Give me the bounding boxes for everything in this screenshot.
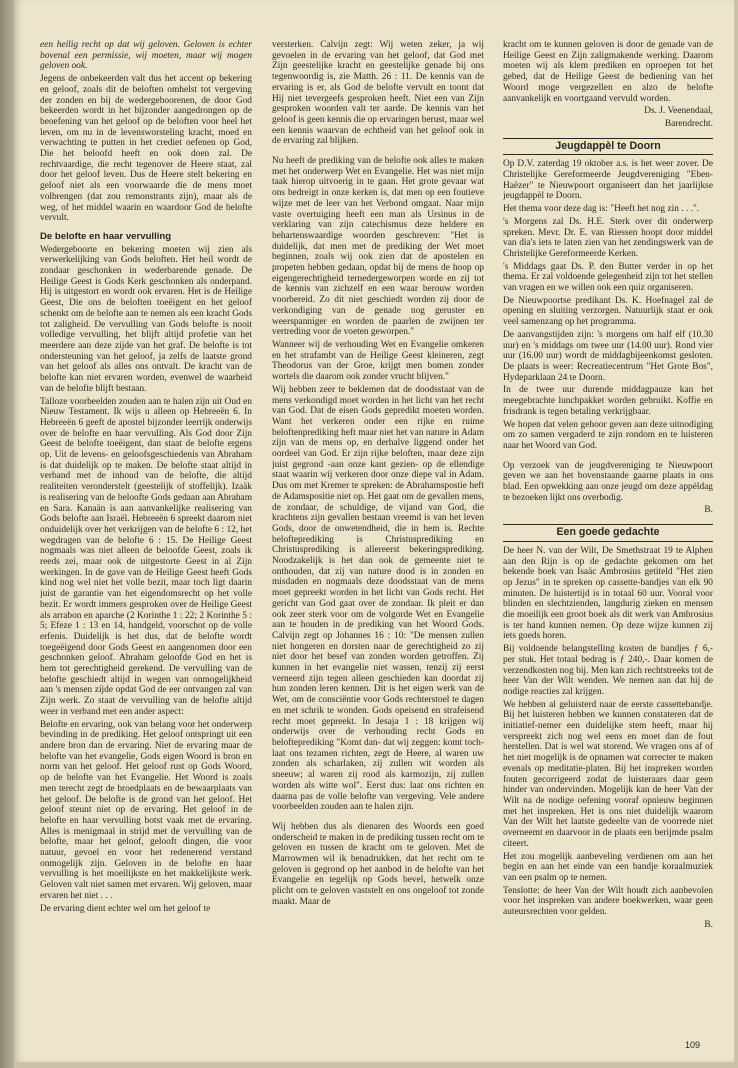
paragraph: Het thema voor deze dag is: "Heeft het nog zin . . .". bbox=[503, 204, 700, 215]
section-heading: De belofte en haar vervulling bbox=[40, 230, 172, 242]
paragraph: In de twee uur durende middagpauze kan het meegebrachte lunchpakket worden gebruikt. Koffie en frisdrank is tegen betaling verkrijgbaar. bbox=[503, 385, 713, 417]
paragraph: Belofte en ervaring, ook van belang voor het onderwerp bevinding in de prediking. Het geloof ontspringt uit een andere bron dan de ervaring. Niet de ervaring maar de belofte van het evangelie, Gods eigen Woord is bron en norm van het geloof. Het geloof rust op Gods Woord, op de belofte van het Evangelie. Het Woord is zoals men terecht zegt de broedplaats en de bewaarplaats van het geloof. De belofte is de grond van het geloof. Het geloof steunt niet op de ervaring. Het geloof in de belofte en haar vervulling botst vaak met de ervaring. Alles is menigmaal in strijd met de vervulling van de belofte, maar het geloof, gelooft dingen, die voor natuur, gevoel en voor het redenerend verstand onmogelijk zijn. Geloven in de belofte en haar vervulling is het moeilijkste en het makkelijkste werk. Geloven valt niet samen met ervaren. Wij geloven, maar ervaren het niet . . . bbox=[40, 719, 252, 901]
column-middle bbox=[272, 40, 484, 1040]
column-right bbox=[503, 40, 713, 1040]
magazine-page bbox=[14, 0, 734, 1062]
paragraph: Wij hebben dus als dienaren des Woords een goed onderscheid te maken in de prediking tussen recht om te geloven en tussen de kracht om te geloven. Met de Marrowmen wil ik benadrukken, dat het recht om te geloven is gegrond op het aanbod in de belofte van het Evangelie en tegelijk op Gods bevel, hetwelk onze plicht om te geloven vaststelt en ons ongeloof tot zonde maakt. Maar de bbox=[272, 821, 484, 907]
paragraph: Wij hebben zeer te beklemen dat de doodsstaat van de mens verkondigd moet worden in het licht van het recht van God. Dat de eisen Gods gepredikt moeten worden. Want het verkeren onder een rijke en ruime beloftenprediking heft maar niet het van nature in Adam zijn van de mens op, en derhalve liggend onder het oordeel van God. Er zijn rijke beloften, maar deze zijn juist gegrond -aan onze kant gezien- op de ellendige staat waarin wij verkeren door onze diepe val in Adam. Dus om met Kremer te spreken: de Abrahamspostie heft de Adamspositie niet op. Het gaat om de gevallen mens, de zondaar, de schuldige, de vijand van God, die krachtens zijn gevallen bestaan vreemd is van het leven Gods, door de onwetendheid, die in hem is. Rechte belofteprediking is Christusprediking en Christusprediking is allereerst bekeringsprediking. Noodzakelijk is het dan ook de gemeente niet te onthouden, dat zij van nature dood is in zonden en misdaden en nogmaals deze doodsstaat van de mens moet gepreekt worden in het licht van Gods recht. Het gericht van God gaat over de zondaar. Ik pleit er dan ook zeer sterk voor om de volgorde Wet en Evangelie aan te houden in de prediking van het Woord Gods. Calvijn zegt op Johannes 16 : 10: "De mensen zullen niet hongeren en dorsten naar de gerechtigheid zo zij niet door het besef van zonden worden getroffen. Zij kunnen in het evangelie niet wassen, tenzij zij eerst verneerd zijn tegen alleen geschieden kan doordat zij hun zonden leren kennen. Dit is het eigen werk van de Wet, om de consciëntie voor Gods rechterstoel te dagen en met schrik te wonden. Gods opeisend en strafeisend recht moet gepreekt. In Jesaja 1 : 18 krijgen wij onderwijs over de verhouding recht Gods en belofteprediking "Komt dan- dat wij zeggen: komt toch- laat ons tezamen richten, zegt de Heere, al waren uw zonden als scharlaken, zij zullen wit worden als sneeuw; al waren zij rood als karmozijn, zij zullen worden als witte wol". Eerst dus: laat ons richten en daarna pas de volle belofte van vergeving. Vele andere voorbeelden zouden aan te halen zijn. bbox=[272, 384, 484, 813]
paragraph: kracht om te kunnen geloven is door de genade van de Heilige Geest en Zijn zaligmakende werking. Daarom moeten wij als klem prediken en oproepen tot het gebed, dat de Heilige Geest de bediening van het Woord moge vergezellen en alzo de belofte aanvankelijk en voortgaand vervuld worden. bbox=[503, 40, 713, 104]
author-signature: Ds. J. Veenendaal, bbox=[644, 106, 713, 117]
paragraph: De aanvangstijden zijn: 's morgens om half elf (10.30 uur) en 's middags om twee uur (14.00 uur). Rond vier uur (16.00 uur) wordt de middagbijeenkomst gesloten. De plaats is weer: Recreatiecentrum "Het Grote Bos", Hydeparklaan 24 te Doorn. bbox=[503, 329, 713, 383]
paragraph: een heilig recht op dat wij geloven. Geloven is echter bovenal een permissie, wij moeten, maar wij mogen geloven ook. bbox=[40, 40, 252, 72]
paragraph: Op D.V. zaterdag 19 oktober a.s. is het weer zover. De Christelijke Gereformeerde Jeugdvereniging "Eben-Haëzer" te Nieuwpoort organiseert dan het jaarlijkse jeugdappèl te Doorn. bbox=[503, 159, 713, 202]
author-place: Barendrecht. bbox=[664, 118, 713, 129]
paragraph: Nu heeft de prediking van de belofte ook alles te maken met het onderwerp Wet en Evangelie. Het was niet mijn taak hierop uitvoerig in te gaan. Het grote gevaar wat ons bedreigt in onze kerken is, dat men op een foutieve wijze met de leer van het Verbond omgaat. Naar mijn vaste overtuiging heeft een man als Ursinus in de verklaring van zijn catechismus deze heldere en behartenswaardige woorden geschreven: "Het is duidelijk, dat men met de prediking der Wet moet beginnen, zoals wij ook zien dat de apostelen en propeten hebben gedaan, opdat bij de mens de hoop op eigengerechtigheid ternedergeworpen worde en zij tot de kennis van zichzelf en een waar berouw worden voorbereid. Zo dit niet geschiedt worden zij door de verkondiging van de genade nog geruster en weerspanniger en worden de paarlen de zwijnen ter vertreding voor de voeten geworpen." bbox=[272, 156, 484, 338]
book-binding bbox=[0, 0, 14, 1068]
paragraph: 's Morgens zal Ds. H.E. Sterk over dit onderwerp spreken. Mevr. Dr. E. van Riessen hoopt door middel van dia's iets te laten zien van het zendingswerk van de Christelijke Gereformeerde Kerken. bbox=[503, 216, 713, 259]
author-initial: B. bbox=[704, 505, 713, 516]
paragraph: Bij voldoende belangstelling kosten de bandjes ƒ 6,- per stuk. Het totaal bedrag is ƒ 240,-. Daar komen de verzendkosten nog bij. Men kan zich rechtstreeks tot de heer Van der Wilt wenden. We nemen aan dat hij de nodige reacties zal krijgen. bbox=[503, 644, 713, 697]
article-heading-goede-gedachte: Een goede gedachte bbox=[503, 524, 713, 542]
paragraph: Jegens de onbekeerden valt dus het accent op bekering en geloof, zoals dit de beloften omhelst tot vergeving der zonden en bij de wedergeboorenen, de door God bekeerden wordt in het bijzonder aangedrongen op de beoefening van het geloof op de beloften voor heel het leven, om nu in de levensworsteling kracht, moed en verwachting te putten in het crediet oefenen op God, Die het beloofd heeft en ook doen zal. De rechtvaardige, die recht tegenover de Heere staat, zal door het geloof leven. Dus de Heere stelt bekering en geloof niet als een voorwaarde die de mens moet volbrengen (dat zou remonstrants zijn), maar als de weg, of het middel waarin en waardoor God de belofte vervult. bbox=[40, 74, 252, 224]
paragraph: We hebben al geluisterd naar de eerste cassettebandje. Bij het luisteren hebben we kunnen constateren dat de initiatief-nemer een duidelijke stem heeft, maar hij verspreekt zich nog wel eens en moet dan de fout herstellen. Dat is wel wat storend. We vragen ons af of het niet mogelijk is de opnamen wat correcter te maken evenals op meditatie-platen. Bij het inspreken worden fouten gecorrigeerd zodat de luisteraars daar geen hinder van ondervinden. Mogelijk kan de heer Van der Wilt na de nodige oefening vooraf opnieuw beginnen met het inspreken. Het is ons niet duidelijk waarom Van der Wilt het laatste gedeelte van de voorrede niet overneemt en daarvoor in de plaats een berijmde psalm citeert. bbox=[503, 699, 713, 849]
paragraph: Talloze voorbeelden zouden aan te halen zijn uit Oud en Nieuw Testament. Ik wijs u alleen op Hebreeën 6. In Hebreeën 6 geeft de apostel bijzonder leerrijk onderwijs over de belofte en haar vervulling. Als God door Zijn Geest de belofte toeëigent, dan staat de belofte ergens op. Uit de levens- en geloofsgeschiedenis van Abraham is dat duidelijk op te maken. De belofte staat altijd in verband met de inhoud van de belofte, die altijd realiteiten veronderstelt (geestelijk of stoffelijk). Izaäk is realisering van de beloofte Gods gedaan aan Abraham en Sara. Kanaän is aan aanvankelijke realisering van Gods belofte aan Israël. Hebreeën 6 spreekt daarom niet onduidelijk over het verkrijgen van de belofte 6 : 12, het wegdragen van de belofte 6 : 15. De Heilige Geest nogmaals was niet alleen de beloofde Geest, zoals ik reeds zei, maar ook de uitgestorte Geest in al Zijn werkingen. In de gave van de Heilige Geest heeft Gods kind nog wel niet het volle bezit, maar toch ligt daarin juist de garantie van het eigendomsrecht op het volle bezit. Er wordt immers gesproken over de Heilige Geest als arrabon en aparche (2 Korinthe 1 : 22; 2 Korinthe 5 : 5; Efeze 1 : 13 en 14, handgeld, voorschot op de volle erfenis. Duidelijk is het dus, dat de belofte wordt toegeëigend door Gods Geest en aangenomen door een geschonken geloof. Abraham geloofde God en het is hem tot gerechtigheid gerekend. De vervulling van de belofte geschiedt altijd in wegen van onmogelijkheid aan 's mensen zijde opdat God de eer ontvangen zal van Zijn werk. Zo staat de vervulling van de belofte altijd weer in verband met een ander aspect: bbox=[40, 396, 252, 717]
article-heading-jeugdappel: Jeugdappèl te Doorn bbox=[503, 138, 713, 156]
paragraph: Wedergeboorte en bekering moeten wij zien als verwerkelijking van Gods beloften. Het heil wordt de zondaar geschonken in wederbarende genade. De Heilige Geest is Gods Kerk geschonken als onderpand. Hij is uitgestort en wordt ook ervaren. Het is de Heilige Geest, Die ons de beloften toeëigent en het geloof schenkt om de belofte aan te nemen als een kracht Gods tot zaligheid. De vervulling van Gods belofte is nooit volledige vervulling, het blijft altijd profetie van het meerdere aan deze zijde van het graf. De belofte is tot ondersteuning van het geloof, ja zelfs de laatste grond van het geloof als alles ons ontvalt. De kracht van de belofte kan niet ervaren worden, evenwel de waarheid van de belofte blijft bestaan. bbox=[40, 244, 252, 394]
paragraph: De ervaring dient echter wel om het geloof te bbox=[40, 903, 211, 914]
paragraph: Tenslotte: de heer Van der Wilt houdt zich aanbevolen voor het inspreken van andere boekwerken, waar geen auteursrechten voor gelden. bbox=[503, 885, 713, 918]
paragraph: Wanneer wij de verhouding Wet en Evangelie omkeren en het strafambt van de Heilige Geest kleineren, zegt Theodorus van der Groe, krijgt men bomen zonder wortels die daarom ook zonder vrucht blijven." bbox=[272, 339, 484, 383]
page-number: 109 bbox=[684, 1040, 700, 1050]
paragraph: 's Middags gaat Ds. P. den Butter verder in op het thema. Er zal voldoende gelegenheid zijn tot het stellen van vragen en we willen ook een quiz organiseren. bbox=[503, 261, 713, 294]
paragraph: Op verzoek van de jeugdvereniging te Nieuwpoort geven we aan het bovenstaande gaarne plaats in ons blad. Een opwekking aan onze jeugd om deze appèldag te bezoeken lijkt ons overbodig. bbox=[503, 460, 713, 503]
author-initial: B. bbox=[704, 919, 713, 930]
paragraph: We hopen dat velen gehoor geven aan deze uitnodiging om zo samen vergaderd te zijn rondom en te luisteren naar het Woord van God. bbox=[503, 419, 713, 451]
paragraph: De Nieuwpoortse predikant Ds. K. Hoefnagel zal de opening en sluiting verzorgen. Natuurlijk staat er ook veel samenzang op het programma. bbox=[503, 295, 713, 328]
column-left bbox=[40, 40, 252, 1040]
paragraph: De heer N. van der Wilt, De Smethstraat 19 te Alphen aan den Rijn is op de gedachte gekomen om het bekende boek van Isaäc Ambrosius getiteld "Het zien op Jezus" in te spreken op cassette-bandjes van elk 90 minuten. De luistertijd is in totaal 60 uur. Vooral voor blinden en slechtzienden, langdurig zieken en mensen die moeilijk een groot boek als dit werk van Ambrosius is ter hand kunnen nemen. Op deze wijze kunnen zij iets goeds horen. bbox=[503, 545, 713, 642]
paragraph: Het zou mogelijk aanbeveling verdienen om aan het begin en aan het einde van een bandje koraalmuziek van een psalm op te nemen. bbox=[503, 851, 713, 883]
paragraph: versterken. Calvijn zegt: Wij weten zeker, ja wij gevoelen in de ervaring van het geloof, dat God met Zijn geestelijke kracht en geestelijke genade bij ons tegenwoordig is, zie Matth. 26 : 11. De kennis van de ervaring is er, als God de belofte vervult en toont dat Hij niet tevergeefs gesproken heeft. Niet een van Zijn gesproken woorden valt ter aarde. De kennis van het geloof is geen kennis die op ervaringen berust, maar wel een kennis waarvan de echtheid van het geloof ook in de ervaring zal blijken. bbox=[272, 40, 484, 147]
